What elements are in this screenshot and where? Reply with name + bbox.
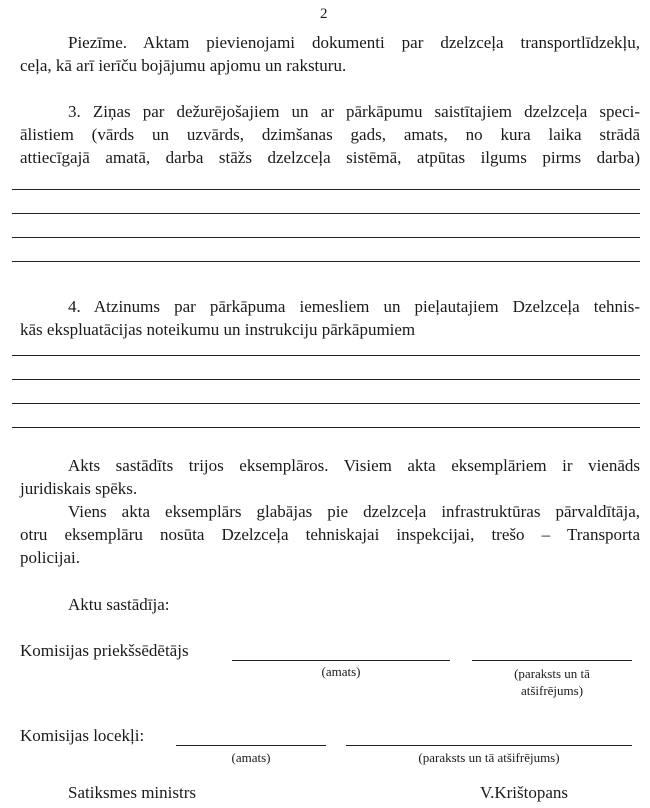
- section4-blank-line-2: [12, 379, 640, 380]
- chairman-signature-caption-1: (paraksts un tā: [514, 666, 590, 681]
- note-line-1: Piezīme. Aktam pievienojami dokumenti par dzelzceļa transportlīdzekļu,: [68, 33, 640, 52]
- note-line-2: ceļa, kā arī ierīču bojājumu apjomu un raksturu.: [20, 56, 347, 75]
- members-signature-line: [346, 745, 632, 746]
- section3-line-1: 3. Ziņas par dežurējošajiem un ar pārkāpumu saistītajiem dzelzceļa speci-: [68, 102, 640, 121]
- section4-line-1: 4. Atzinums par pārkāpuma iemesliem un pieļautajiem Dzelzceļa tehnis-: [68, 297, 640, 316]
- copies-line-4: otru eksemplāru nosūta Dzelzceļa tehniskajai inspekcijai, trešo – Transporta: [20, 525, 640, 544]
- members-signature-caption: (paraksts un tā atšifrējums): [418, 750, 560, 765]
- section4-line-2: kās ekspluatācijas noteikumu un instrukciju pārkāpumiem: [20, 320, 416, 339]
- chairman-position-caption: (amats): [321, 664, 361, 679]
- chairman-position-line: [232, 660, 450, 661]
- section3-blank-line-2: [12, 213, 640, 214]
- compiled-by-label: Aktu sastādīja:: [68, 595, 170, 614]
- minister-title: Satiksmes ministrs: [68, 783, 196, 802]
- minister-name: V.Krištopans: [480, 783, 568, 802]
- members-position-line: [176, 745, 326, 746]
- copies-line-3: Viens akta eksemplārs glabājas pie dzelzceļa infrastruktūras pārvaldītāja,: [68, 502, 640, 521]
- members-position-caption: (amats): [231, 750, 271, 765]
- section4-blank-line-4: [12, 427, 640, 428]
- page-number: 2: [320, 6, 328, 22]
- section4-blank-line-3: [12, 403, 640, 404]
- section3-blank-line-4: [12, 261, 640, 262]
- chairman-signature-caption-2: atšifrējums): [520, 683, 584, 698]
- copies-line-2: juridiskais spēks.: [20, 479, 138, 498]
- copies-line-1: Akts sastādīts trijos eksemplāros. Visiem akta eksemplāriem ir vienāds: [68, 456, 640, 475]
- members-label: Komisijas locekļi:: [20, 726, 145, 745]
- chairman-label: Komisijas priekšsēdētājs: [20, 641, 189, 660]
- chairman-signature-line: [472, 660, 632, 661]
- section3-blank-line-1: [12, 189, 640, 190]
- section3-line-2: ālistiem (vārds un uzvārds, dzimšanas gads, amats, no kura laika strādā: [20, 125, 640, 144]
- copies-line-5: policijai.: [20, 548, 80, 567]
- section4-blank-line-1: [12, 355, 640, 356]
- section3-line-3: attiecīgajā amatā, darba stāžs dzelzceļa sistēmā, atpūtas ilgums pirms darba): [20, 148, 640, 167]
- section3-blank-line-3: [12, 237, 640, 238]
